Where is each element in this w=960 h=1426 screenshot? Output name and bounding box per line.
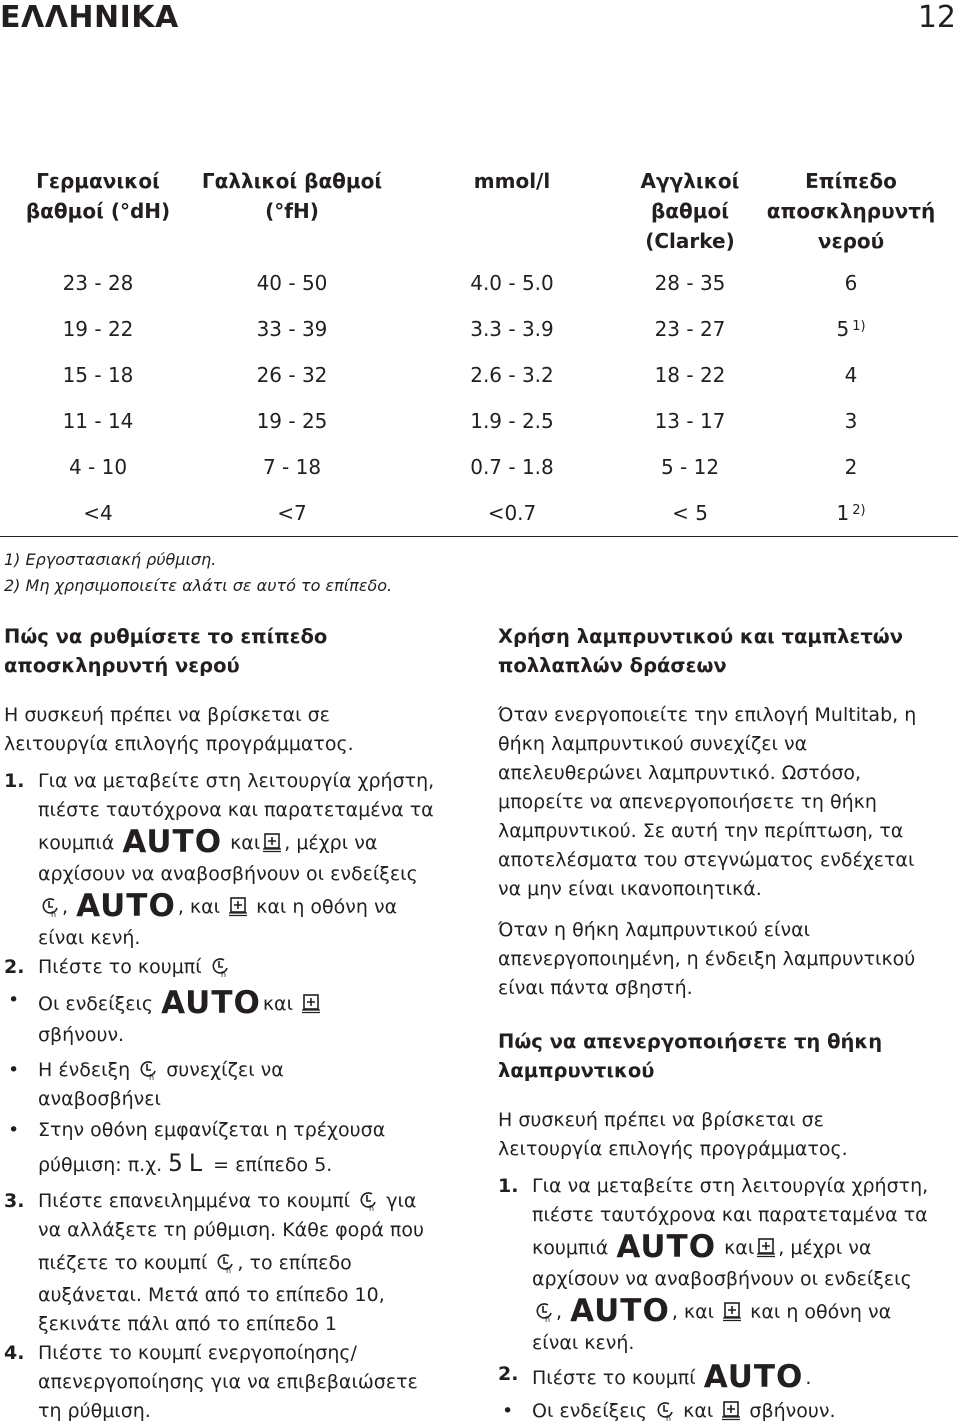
table-cell: 5 $^{1)}$ (836, 317, 866, 341)
table-cell: 4 (844, 363, 858, 387)
table-header-row (0, 166, 958, 260)
auto-button-label: AUTO (122, 824, 223, 860)
auto-button-label: AUTO (570, 1293, 670, 1329)
water-hardness-table (0, 166, 958, 537)
svg-text:h: h (51, 910, 57, 918)
timer-h-icon (215, 1252, 235, 1274)
auto-button-label: AUTO (616, 1229, 717, 1265)
auto-button-label: AUTO (76, 888, 176, 924)
table-row (0, 490, 958, 537)
svg-text:h: h (149, 1073, 155, 1081)
table-cell: <0.7 (487, 501, 537, 525)
table-cell: 1.9 - 2.5 (470, 409, 554, 433)
header-french-degrees: Γαλλικοί βαθμοί (°fH) (201, 169, 383, 223)
svg-text:h: h (369, 1204, 375, 1212)
table-cell: 40 - 50 (256, 271, 328, 295)
table-row (0, 352, 958, 398)
step-1: 1. Για να μεταβείτε στη λειτουργία χρήστη, πιέστε ταυτόχρονα και παρατεταμένα τα κουμπιά AUTO και , μέχρι να αρχίσουν να αναβοσβήνουν οι ενδείξεις h , AUTO , και και η οθόνη να είναι κενή. (498, 1172, 958, 1358)
auto-button-label: AUTO (161, 985, 261, 1021)
rinse-aid-icon (262, 832, 282, 854)
table-cell: 23 - 28 (62, 271, 134, 295)
timer-h-icon (210, 956, 230, 978)
table-cell: 13 - 17 (654, 409, 726, 433)
step-4: 4. Πιέστε το κουμπί ενεργοποίησης/ απενεργοποίησης για να επιβεβαιώσετε τη ρύθμιση. (4, 1339, 466, 1426)
footnote: 1) Εργοστασιακή ρύθμιση. (4, 550, 217, 569)
step-3: 3. Πιέστε επανειλημμένα το κουμπί h για να αλλάξετε τη ρύθμιση. Κάθε φορά που πιέζετε το κουμπί h , το επίπεδο αυξάνεται. Μετά από το επίπεδο 10, ξεκινάτε πάλι από το επίπεδο 1 (4, 1187, 466, 1339)
language-header: ΕΛΛΗΝΙΚΑ (0, 0, 179, 35)
bullet-item: • Στην οθόνη εμφανίζεται η τρέχουσα ρύθμιση: π.χ. 5L = επίπεδο 5. (8, 1119, 386, 1177)
table-cell: 19 - 25 (256, 409, 328, 433)
step-text: κουμπιά AUTO και , μέχρι να (38, 824, 378, 860)
bullet-item: • Οι ενδείξεις h και σβήνουν. (502, 1400, 836, 1422)
table-row (0, 398, 958, 444)
header-clarke: Αγγλικοί βαθμοί (Clarke) (640, 169, 740, 253)
table-row (0, 306, 958, 352)
timer-h-icon (534, 1301, 554, 1323)
table-cell: 33 - 39 (256, 317, 328, 341)
step-text: Πιέστε το κουμπί h (38, 953, 466, 982)
table-cell: 15 - 18 (62, 363, 134, 387)
rinse-aid-icon (301, 993, 321, 1015)
table-cell: 2.6 - 3.2 (470, 363, 554, 387)
table-footnotes (4, 547, 392, 599)
footnote: 2) Μη χρησιμοποιείτε αλάτι σε αυτό το επίπεδο. (4, 576, 393, 595)
table-cell: 0.7 - 1.8 (470, 455, 554, 479)
table-cell: 5 - 12 (660, 455, 720, 479)
footnote-ref: 1) (852, 319, 866, 334)
step-text: αρχίσουν να αναβοσβήνουν οι ενδείξεις (38, 863, 418, 885)
section-heading-softener: Πώς να ρυθμίσετε το επίπεδο αποσκληρυντή νερού (4, 625, 328, 677)
table-row (0, 444, 958, 490)
table-cell: 23 - 27 (654, 317, 726, 341)
table-cell: 1 $^{2)}$ (836, 501, 866, 525)
rinse-aid-icon (722, 1301, 742, 1323)
table-cell: 4.0 - 5.0 (470, 271, 554, 295)
table-cell: <4 (83, 501, 113, 525)
table-cell: 6 (844, 271, 858, 295)
svg-text:h: h (226, 1266, 232, 1274)
timer-h-icon (358, 1190, 378, 1212)
step-2: 2. Πιέστε το κουμπί AUTO . (498, 1359, 812, 1395)
table-cell: 18 - 22 (654, 363, 726, 387)
step-text: h , AUTO , και και η οθόνη να (38, 889, 466, 924)
page-number: 12 (917, 0, 956, 35)
header-german-degrees: Γερμανικοί βαθμοί (°dH) (25, 169, 171, 223)
step-1 (4, 767, 466, 953)
timer-h-icon (138, 1059, 158, 1081)
table-cell: 26 - 32 (256, 363, 328, 387)
table-cell: 28 - 35 (654, 271, 726, 295)
table-cell: 3.3 - 3.9 (470, 317, 554, 341)
step-number: 2. (4, 956, 25, 978)
timer-h-icon (40, 896, 60, 918)
table-cell: <7 (277, 501, 307, 525)
rinse-aid-icon (721, 1400, 741, 1422)
right-column (498, 622, 958, 1426)
intro-paragraph: Η συσκευή πρέπει να βρίσκεται σε λειτουργία επιλογής προγράμματος. (498, 1109, 848, 1160)
bullet-item: • Οι ενδείξεις AUTO και σβήνουν. (4, 986, 466, 1050)
header-softener-level: Επίπεδο αποσκληρυντή νερού (766, 169, 936, 253)
step-text: είναι κενή. (38, 927, 141, 949)
step-number: 4. (4, 1342, 25, 1364)
paragraph: Όταν ενεργοποιείτε την επιλογή Multitab, η θήκη λαμπρυντικού συνεχίζει να απελευθερώνει λαμπρυντικό. Ωστόσο, μπορείτε να απενεργοποιήσετε τη θήκη λαμπρυντικού. Σε αυτή την περίπτωση, τα αποτελέσματα του στεγνώματος ενδέχεται να μην είναι ικανοποιητικά. (498, 704, 917, 900)
svg-text:h: h (666, 1414, 672, 1422)
table-cell: 4 - 10 (68, 455, 128, 479)
step-number: 3. (4, 1190, 25, 1212)
table-cell: 2 (844, 455, 858, 479)
auto-button-label: AUTO (703, 1359, 804, 1395)
footnote-ref: 2) (852, 503, 866, 518)
table-cell: 19 - 22 (62, 317, 134, 341)
table-cell: < 5 (672, 501, 708, 525)
step-number: 1. (4, 770, 25, 792)
table-row (0, 260, 958, 306)
rinse-aid-icon (228, 896, 248, 918)
step-text: Για να μεταβείτε στη λειτουργία χρήστη, (38, 770, 435, 792)
timer-h-icon (655, 1400, 675, 1422)
display-segment-value: 5L (168, 1149, 210, 1177)
paragraph: Όταν η θήκη λαμπρυντικού είναι απενεργοποιημένη, η ένδειξη λαμπρυντικού είναι πάντα σβηστή. (498, 919, 916, 999)
section-heading-rinse-aid: Χρήση λαμπρυντικού και ταμπλετών πολλαπλών δράσεων (498, 625, 904, 677)
table-cell: 3 (844, 409, 858, 433)
table-cell: 7 - 18 (262, 455, 322, 479)
intro-paragraph: Η συσκευή πρέπει να βρίσκεται σε λειτουργία επιλογής προγράμματος. (4, 704, 354, 755)
step-number: 1. (498, 1175, 519, 1197)
rinse-aid-icon (756, 1237, 776, 1259)
step-2 (4, 953, 466, 982)
step-text: πιέστε ταυτόχρονα και παρατεταμένα τα (38, 799, 434, 821)
bullet-item: • Η ένδειξη h συνεχίζει να αναβοσβήνει (8, 1059, 284, 1110)
section-heading-disable-rinse-aid: Πώς να απενεργοποιήσετε τη θήκη λαμπρυντικού (498, 1030, 883, 1082)
left-column (4, 622, 466, 1426)
step-number: 2. (498, 1363, 519, 1385)
svg-text:h: h (545, 1315, 551, 1323)
table-cell: 11 - 14 (62, 409, 134, 433)
header-mmol: mmol/l (473, 169, 551, 193)
svg-text:h: h (220, 970, 226, 978)
